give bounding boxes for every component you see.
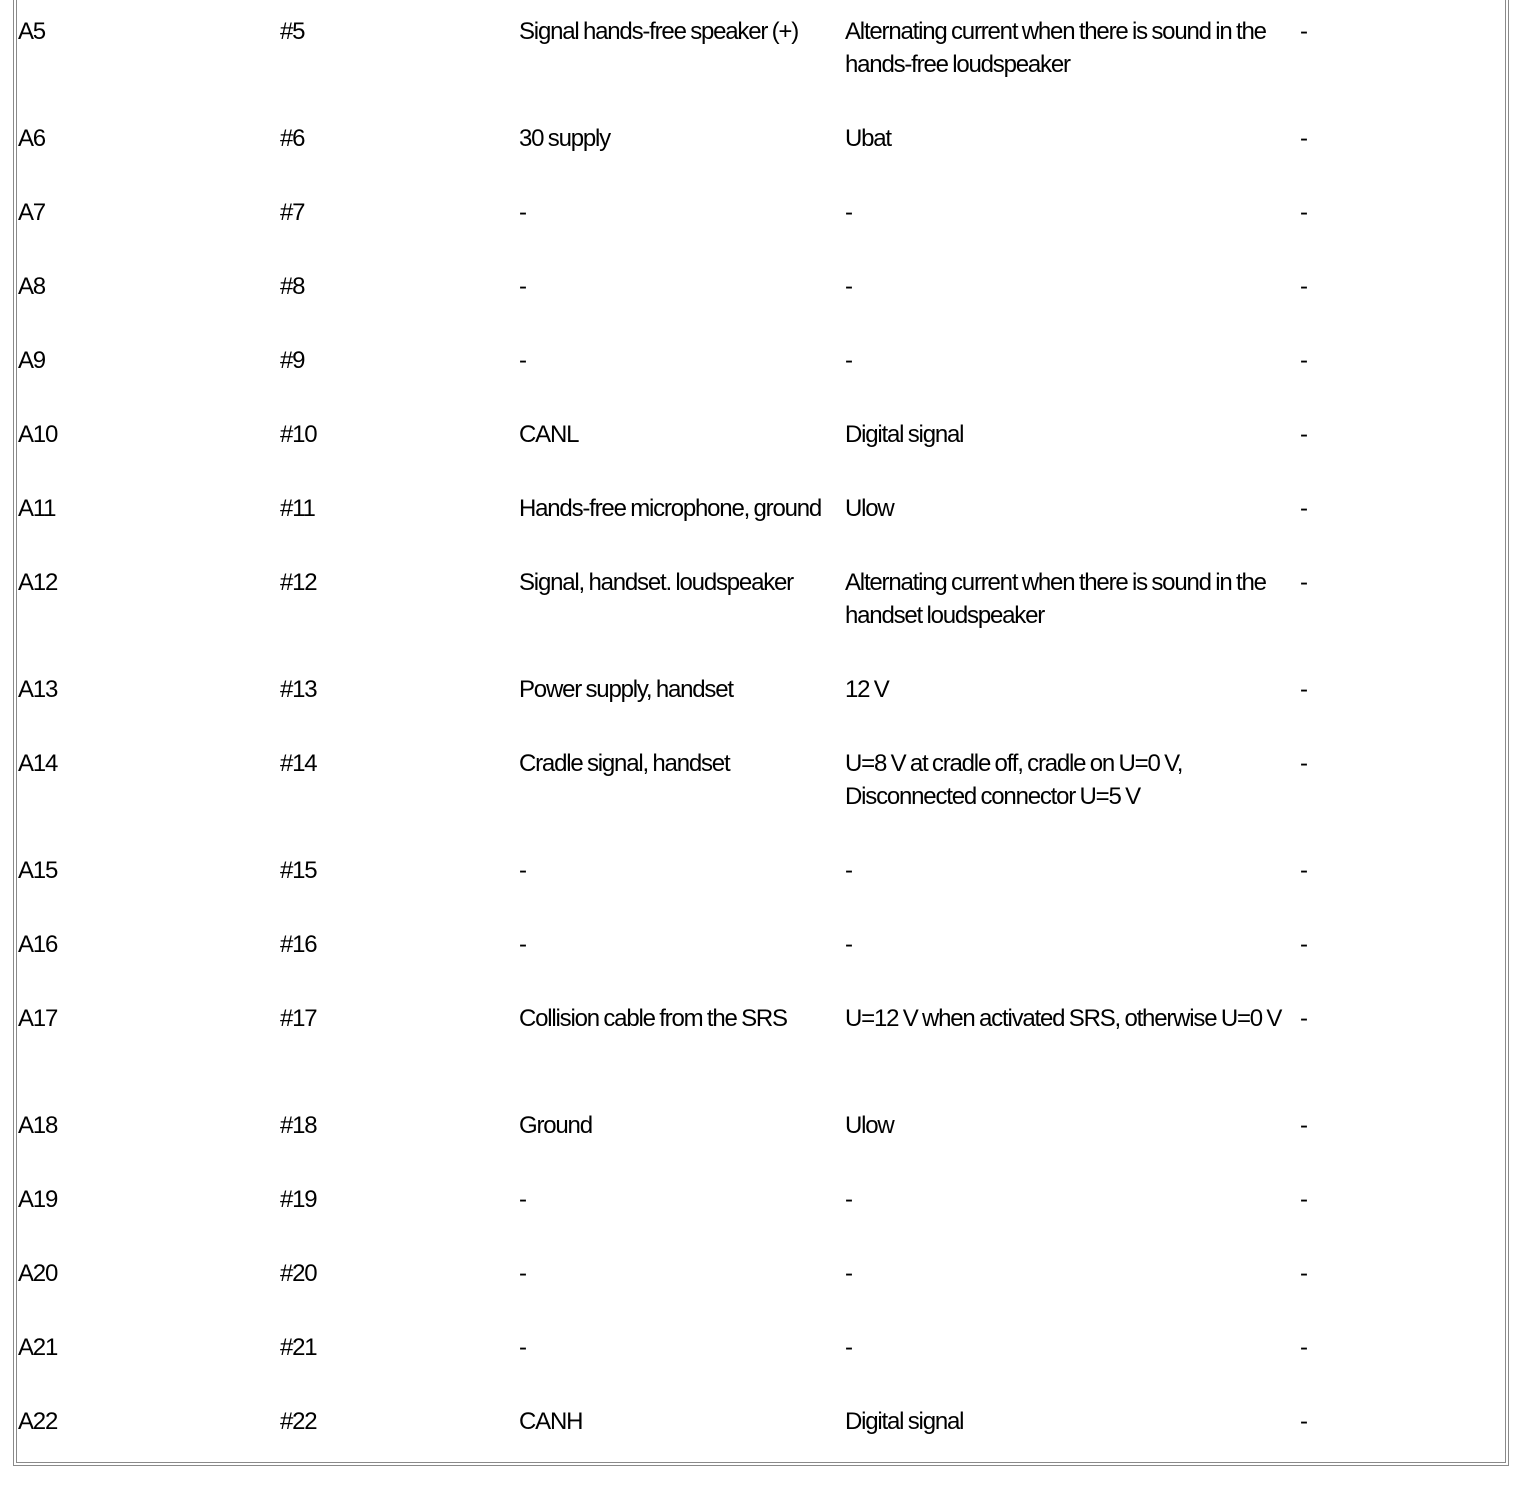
remark-cell: - (1300, 931, 1307, 958)
function-cell: - (519, 1186, 526, 1213)
connector-number-cell: #5 (280, 18, 305, 45)
remark-cell: - (1300, 18, 1307, 45)
value-cell: U=8 V at cradle off, cradle on U=0 V, Disconnected connector U=5 V (845, 750, 1183, 810)
value-cell: Ulow (845, 495, 894, 522)
pin-cell: A10 (18, 421, 58, 448)
remark-cell: - (1300, 569, 1307, 596)
pin-cell: A19 (18, 1186, 58, 1213)
value-cell: 12 V (845, 676, 889, 703)
connector-number-cell: #15 (280, 857, 317, 884)
remark-cell: - (1300, 1260, 1307, 1287)
value-cell: Alternating current when there is sound in the handset loudspeaker (845, 569, 1266, 629)
remark-cell: - (1300, 676, 1307, 703)
value-cell: - (845, 347, 852, 374)
table-row (18, 566, 1498, 673)
connector-number-cell: #11 (280, 495, 315, 522)
table-row (18, 928, 1498, 1002)
pin-assignment-table (18, 15, 1498, 1479)
function-cell: - (519, 1334, 526, 1361)
connector-number-cell: #13 (280, 676, 317, 703)
remark-cell: - (1300, 273, 1307, 300)
value-cell: - (845, 857, 852, 884)
table-row (18, 418, 1498, 492)
value-cell: - (845, 273, 852, 300)
connector-number-cell: #21 (280, 1334, 317, 1361)
connector-number-cell: #22 (280, 1408, 317, 1435)
function-cell: - (519, 347, 526, 374)
connector-number-cell: #19 (280, 1186, 317, 1213)
remark-cell: - (1300, 1334, 1307, 1361)
function-cell: Ground (519, 1112, 592, 1139)
function-cell: Signal hands-free speaker (+) (519, 18, 799, 45)
remark-cell: - (1300, 199, 1307, 226)
connector-number-cell: #14 (280, 750, 317, 777)
function-cell: Signal, handset. loudspeaker (519, 569, 793, 596)
value-cell: Ubat (845, 125, 891, 152)
connector-number-cell: #17 (280, 1005, 317, 1032)
value-cell: Digital signal (845, 1408, 964, 1435)
pin-cell: A6 (18, 125, 45, 152)
pin-cell: A11 (18, 495, 56, 522)
remark-cell: - (1300, 495, 1307, 522)
function-cell: - (519, 273, 526, 300)
pin-cell: A9 (18, 347, 45, 374)
connector-number-cell: #10 (280, 421, 317, 448)
table-row (18, 673, 1498, 747)
table-row (18, 1002, 1498, 1109)
value-cell: - (845, 1334, 852, 1361)
remark-cell: - (1300, 1005, 1307, 1032)
pin-cell: A14 (18, 750, 58, 777)
remark-cell: - (1300, 1186, 1307, 1213)
function-cell: - (519, 1260, 526, 1287)
pin-cell: A17 (18, 1005, 58, 1032)
pin-cell: A16 (18, 931, 58, 958)
function-cell: CANL (519, 421, 579, 448)
table-row (18, 15, 1498, 122)
pin-cell: A20 (18, 1260, 58, 1287)
table-row (18, 1109, 1498, 1183)
pin-cell: A12 (18, 569, 58, 596)
pin-cell: A7 (18, 199, 45, 226)
value-cell: U=12 V when activated SRS, otherwise U=0 V (845, 1005, 1282, 1032)
pin-cell: A8 (18, 273, 45, 300)
table-row (18, 747, 1498, 854)
table-row (18, 1405, 1498, 1479)
remark-cell: - (1300, 125, 1307, 152)
function-cell: Hands-free microphone, ground (519, 495, 822, 522)
pin-cell: A18 (18, 1112, 58, 1139)
remark-cell: - (1300, 1112, 1307, 1139)
connector-number-cell: #7 (280, 199, 305, 226)
table-row (18, 1257, 1498, 1331)
value-cell: - (845, 1186, 852, 1213)
table-row (18, 1183, 1498, 1257)
connector-number-cell: #12 (280, 569, 317, 596)
function-cell: 30 supply (519, 125, 610, 152)
remark-cell: - (1300, 750, 1307, 777)
value-cell: - (845, 199, 852, 226)
remark-cell: - (1300, 857, 1307, 884)
function-cell: Collision cable from the SRS (519, 1005, 787, 1032)
connector-number-cell: #9 (280, 347, 305, 374)
pin-cell: A22 (18, 1408, 58, 1435)
function-cell: - (519, 857, 526, 884)
function-cell: Cradle signal, handset (519, 750, 730, 777)
connector-number-cell: #18 (280, 1112, 317, 1139)
function-cell: Power supply, handset (519, 676, 733, 703)
pin-cell: A21 (18, 1334, 58, 1361)
connector-number-cell: #6 (280, 125, 305, 152)
value-cell: Ulow (845, 1112, 894, 1139)
table-row (18, 492, 1498, 566)
table-row (18, 270, 1498, 344)
connector-number-cell: #8 (280, 273, 305, 300)
pin-cell: A5 (18, 18, 45, 45)
connector-number-cell: #20 (280, 1260, 317, 1287)
remark-cell: - (1300, 1408, 1307, 1435)
pin-table-body (18, 15, 1498, 1479)
value-cell: Digital signal (845, 421, 964, 448)
value-cell: - (845, 931, 852, 958)
value-cell: Alternating current when there is sound in the hands-free loudspeaker (845, 18, 1266, 78)
table-row (18, 122, 1498, 196)
value-cell: - (845, 1260, 852, 1287)
connector-number-cell: #16 (280, 931, 317, 958)
pin-cell: A13 (18, 676, 58, 703)
function-cell: - (519, 199, 526, 226)
table-row (18, 1331, 1498, 1405)
table-row (18, 854, 1498, 928)
remark-cell: - (1300, 421, 1307, 448)
remark-cell: - (1300, 347, 1307, 374)
function-cell: CANH (519, 1408, 583, 1435)
pin-cell: A15 (18, 857, 58, 884)
table-row (18, 196, 1498, 270)
table-row (18, 344, 1498, 418)
function-cell: - (519, 931, 526, 958)
